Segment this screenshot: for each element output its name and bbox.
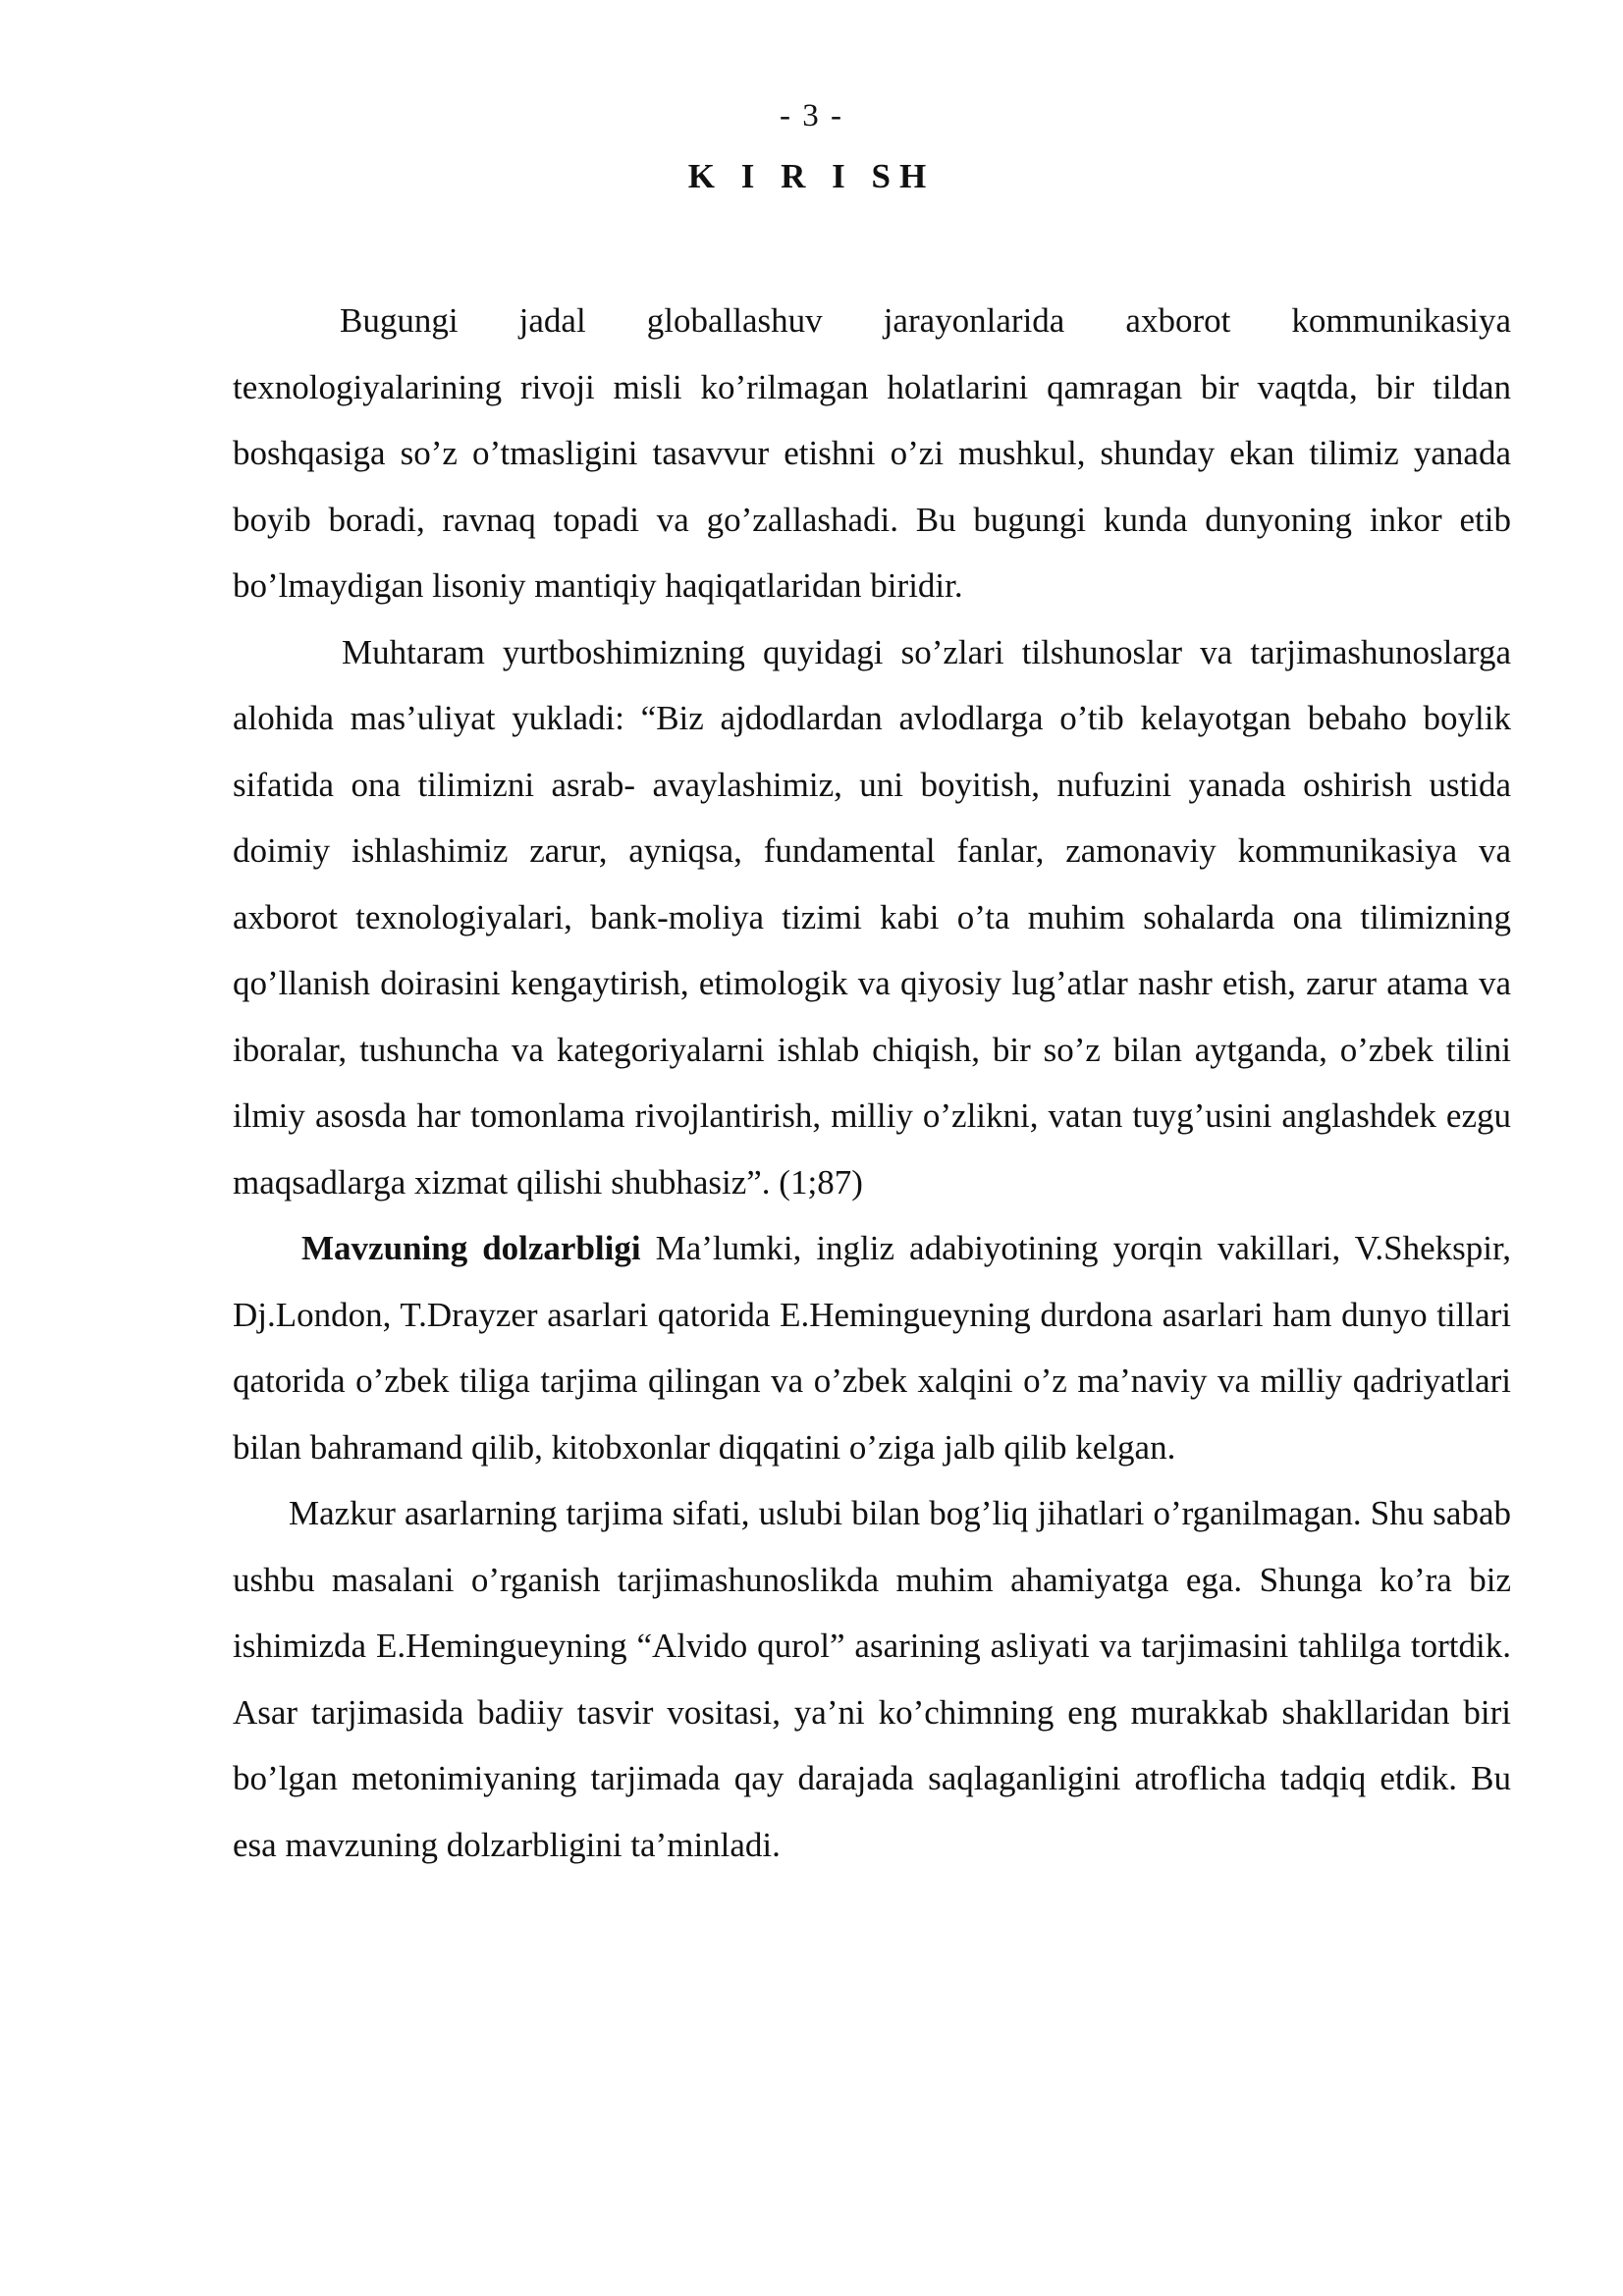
paragraph-translation-study [233,1480,1511,1878]
body-text [233,288,1511,1878]
paragraph-text: Mazkur asarlarning tarjima sifati, uslubi bilan bog’liq jihatlari o’rganilmagan. Shu sabab ushbu masalani o’rganish tarjimashunoslikda muhim ahamiyatga ega. Shunga ko’ra biz ishimizda E.Hemingueyning “Alvido qurol” asarining asliyati va tarjimasini tahlilga tortdik. Asar tarjimasida badiiy tasvir vositasi, ya’ni ko’chimning eng murakkab shakllaridan biri bo’lgan metonimiyaning tarjimada qay darajada saqlaganligini atroflicha tadqiq etdik. Bu esa mavzuning dolzarbligini ta’minladi. [233,1494,1511,1864]
paragraph-text: Bugungi jadal globallashuv jarayonlarida axborot kommunikasiya texnologiyalarining rivoji misli ko’rilmagan holatlarini qamragan bir vaqtda, bir tildan boshqasiga so’z o’tmasligini tasavvur etishni o’zi mushkul, shunday ekan tilimiz yanada boyib boradi, ravnaq topadi va go’zallashadi. Bu bugungi kunda dunyoning inkor etib bo’lmaydigan lisoniy mantiqiy haqiqatlaridan biridir. [233,301,1511,605]
paragraph-quote [233,619,1511,1216]
paragraph-lead: Mavzuning dolzarbligi [301,1229,641,1267]
section-heading: K I R I SH [687,157,936,195]
paragraph-relevance [233,1215,1511,1480]
paragraph-text: Muhtaram yurtboshimizning quyidagi so’zlari tilshunoslar va tarjimashunoslarga alohida mas’uliyat yukladi: “Biz ajdodlardan avlodlarga o’tib kelayotgan bebaho boylik sifatida ona tilimizni asrab- avaylashimiz, uni boyitish, nufuzini yanada oshirish ustida doimiy ishlashimiz zarur, ayniqsa, fundamental fanlar, zamonaviy kommunikasiya va axborot texnologiyalari, bank-moliya tizimi kabi o’ta muhim sohalarda ona tilimizning qo’llanish doirasini kengaytirish, etimologik va qiyosiy lug’atlar nashr etish, zarur atama va iboralar, tushuncha va kategoriyalarni ishlab chiqish, bir so’z bilan aytganda, o’zbek tilini ilmiy asosda har tomonlama rivojlantirish, milliy o’zlikni, vatan tuyg’usini anglashdek ezgu maqsadlarga xizmat qilishi shubhasiz”. (1;87) [233,632,1511,1201]
paragraph-text: Ma’lumki, ingliz adabiyotining yorqin vakillari, V.Shekspir, Dj.London, T.Drayzer asarlari qatorida E.Hemingueyning durdona asarlari ham dunyo tillari qatorida o’zbek tiliga tarjima qilingan va o’zbek xalqini o’z ma’naviy va milliy qadriyatlari bilan bahramand qilib, kitobxonlar diqqatini o’ziga jalb qilib kelgan. [233,1229,1511,1467]
paragraph-intro [233,288,1511,619]
page-number: - 3 - [780,98,843,133]
